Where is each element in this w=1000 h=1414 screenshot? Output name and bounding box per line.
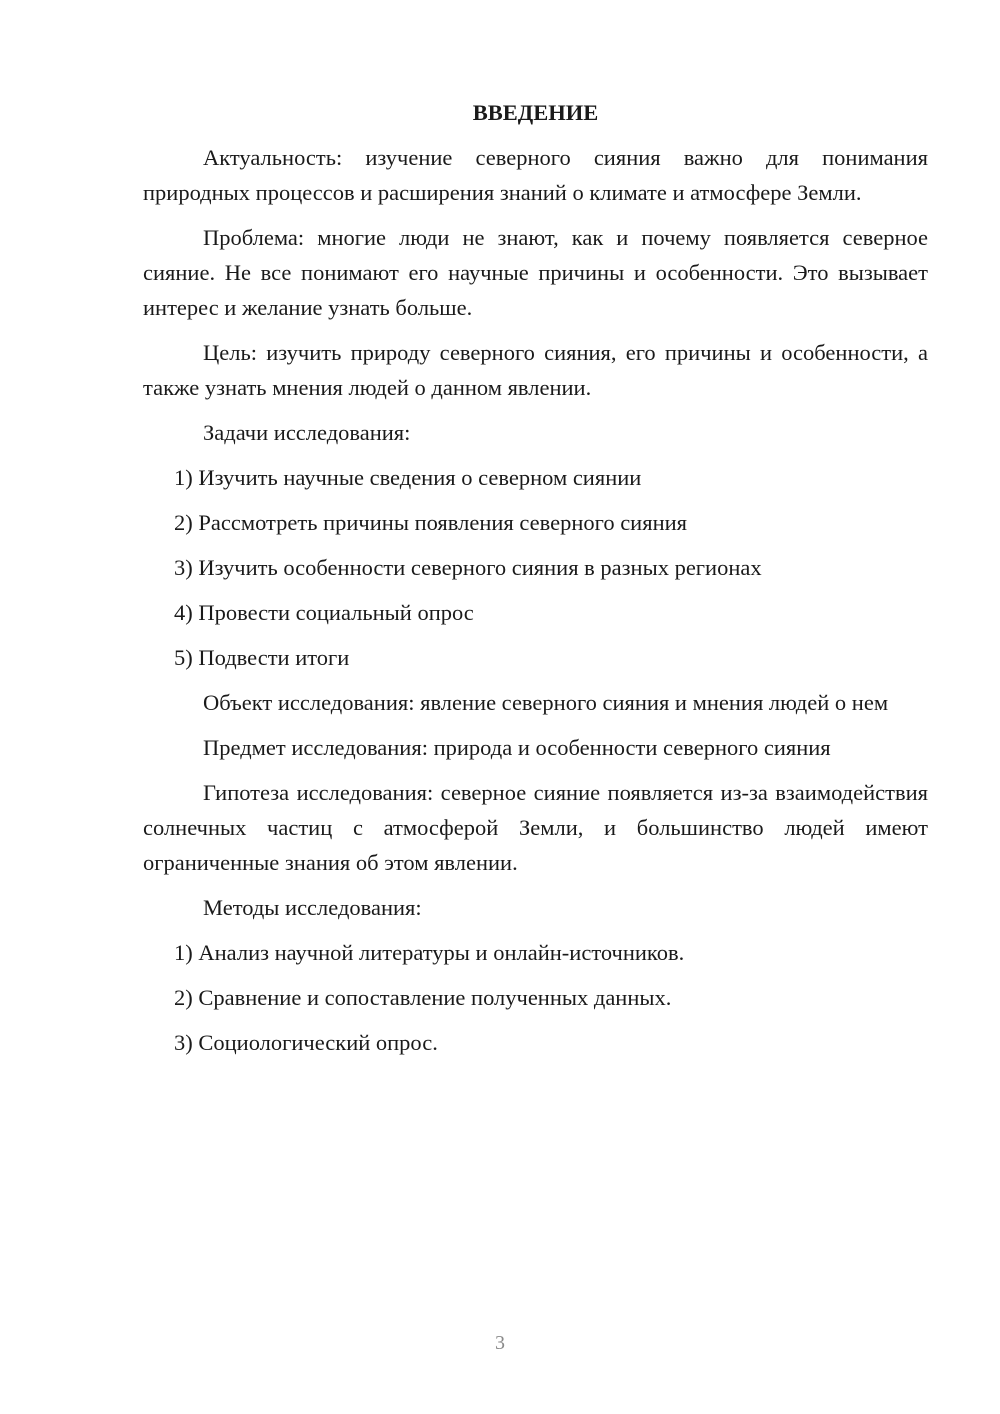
tasks-heading: Задачи исследования: (203, 420, 411, 445)
task-item: 3) Изучить особенности северного сияния в разных регионах (174, 555, 762, 580)
page-number: 3 (495, 1332, 505, 1354)
method-item: 2) Сравнение и сопоставление полученных данных. (174, 985, 672, 1010)
task-item: 5) Подвести итоги (174, 645, 350, 670)
document-page (143, 95, 928, 1070)
page-title: ВВЕДЕНИЕ (472, 100, 599, 125)
problem-paragraph: Проблема: многие люди не знают, как и почему появляется северное сияние. Не все понимают его научные причины и особенности. Это вызывает интерес и желание узнать больше. (143, 225, 928, 320)
methods-heading: Методы исследования: (203, 895, 422, 920)
goal-paragraph: Цель: изучить природу северного сияния, его причины и особенности, а также узнать мнения людей о данном явлении. (143, 340, 928, 400)
subject-paragraph: Предмет исследования: природа и особенности северного сияния (203, 735, 831, 760)
relevance-paragraph: Актуальность: изучение северного сияния важно для понимания природных процессов и расширения знаний о климате и атмосфере Земли. (143, 145, 928, 205)
hypothesis-paragraph: Гипотеза исследования: северное сияние появляется из-за взаимодействия солнечных частиц с атмосферой Земли, и большинство людей имеют ограниченные знания об этом явлении. (143, 780, 928, 875)
task-item: 4) Провести социальный опрос (174, 600, 474, 625)
method-item: 1) Анализ научной литературы и онлайн-источников. (174, 940, 685, 965)
method-item: 3) Социологический опрос. (174, 1030, 438, 1055)
object-paragraph: Объект исследования: явление северного сияния и мнения людей о нем (203, 690, 889, 715)
task-item: 2) Рассмотреть причины появления северного сияния (174, 510, 687, 535)
task-item: 1) Изучить научные сведения о северном сиянии (174, 465, 642, 490)
